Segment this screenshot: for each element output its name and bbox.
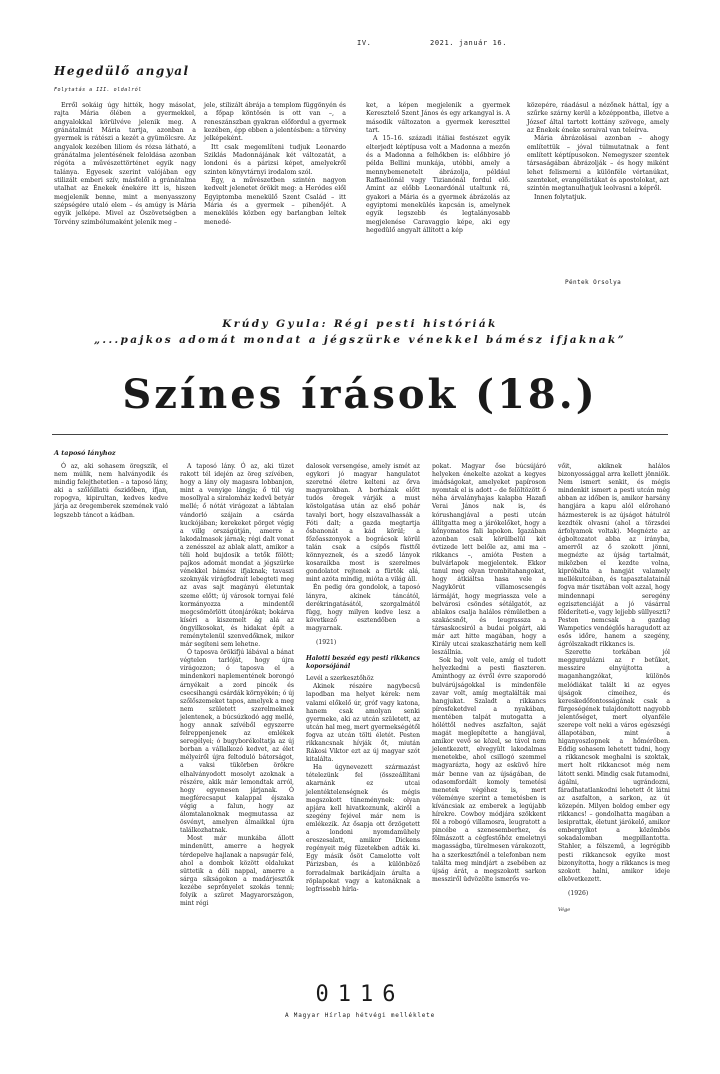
body-column-5	[558, 463, 670, 914]
paragraph: A taposó lány. Ó az, aki tüzet rakott tél idején az öreg szívében, hogy a lány oly magasra lobbanjon, mint a venyige lángja; ő túl vig mosollyal a siralomház kedvű betyár mellé; ő nótát virágozat a lábtalan vándorló szájain a csárda kuckójában; kerekeket pörget végig a villg országútján, amerre a lakodalmasok járnak; régi dalt vonat a zenésszel az ablak alatt, amikor a téli hold bujdosik a tetők fölött; pajkos adomát mondat a jégszürke vénekkel bámész ifjaknak; tavaszi szoknyák virágfodrait lebegteti meg az avas sajt magányú életuntak szeme előtt; új városok tornyai felé kormányozza a mindentől megcsömörlött útonjárókat; bokárva kíséri a kiszemelt ág alá az öngyilkosokat, és hidakat épít a reménytelenül szenvedőknek, mikor már segíteni sem lehetne.	[180, 463, 294, 649]
paragraph: Sok baj volt vele, amíg el tudott helyezkedni a pesti fiaszteren. Aminthogy az évről évre szaporodó bulvárújságokkal is mindenféle zavar volt, amíg megtalálták mai hangjukat. Szaladt a rikkancs pírosfeketdvel a nyakában, mentében talpát mutogatta a hóléttől nedves aszfalton, saját magát meglepítette a hangjával, amikor vevő se közel, se távol nem jelentkezett, elvegyült lakodalmas menetekbe, ahol csillogó szemmel magyarázta, hogy az esküvő híre már benne van az újságában, de odasomfordált komoly temetési menetek végéhez is, mert véleménye szerint a temetésben is kíváncsiak az emberek a legújabb hírekre. Cowboy módjára szökkent föl a robogó villamosra, leugratott a pincébe a szenesemberhez, és fölmászott a cégfestőhöz emeletnyi magasságba, türelmesen várakozott, ha a szerkesztőnél a telefonban nem találta meg mindjárt a zsebében az újság árát, a megszokott sarkon messziről üdvözölte ismerős ve-	[432, 657, 546, 883]
paragraph: Egy, a művészetben szintén nagyon kedvelt jelenetet örökít meg: a Heródes elől Egyiptomba menekülő Szent Család – itt Mária és a gyermek – pihenőjét. A menekülés közben egy barlangban leltek menedé-	[204, 177, 346, 226]
paragraph: pokat. Magyar őse búcsújáró helyeken énekelte azokat a kegyes imádságokat, amelyeket papíroson nyomtak el is adott – de felöltözött ő néha árvalányhajas kalapba Hazafi Verai János nak is, és kórushangjával a pesti utcán állítgatta meg a járókelőket, hogy a kőnyomatos fali lapokon. Igazában azonban csak körülbelül két évtizede lett belőle az, ami ma – rikkancs –, amióta Pesten a bulvárlapok megjelentek. Ekkor tanul meg olyan trombitahangokat, hogy átkiáltsa hasa vele a Nagykörút villamoscsengés lármáját, hogy megriassza vele a belvárosi csöndes sétálgatót, az ablakos csalja halálos rémületben a szakácsnőt, és leugrassza a társaskocsiról a budai polgárt, aki már azt hitte magában, hogy a Király utcai szakaszhatárig nem kell leszállnia.	[432, 463, 546, 657]
top-article-column-3	[366, 102, 510, 236]
paragraph: Most már munkába állott mindenütt, amerre a hegyek térdepelve hajlanak a napsugár felé, ahol a dombok között oldalukat süttetik a déli nappal, amerre a sárga síkságokon a madárjesztők kezébe seprőnyelet szokás tenni; folyik a szüret Magyarországon, mint régi	[180, 835, 294, 908]
paragraph: dalosok versengése, amely ismét az egykori jó magyar hangulatot szeretné életre kelteni az őrva magyarokban. A borházak előtt tudós öregek várják a must köstolgatása után az első pohár tavalyi bort, hogy elszavalhassák a Fóti dalt; a gazda megtartja ősbanonát a kád körül; a főzőasszonyok a bográcsok körül talán csak a csípős füsttől könnyeznek, és a szedő lányok kosaraikba most is szerelmes gondolatot rejtenek a fürtök alá, mint azóta mindig, mióta a világ áll.	[306, 463, 420, 584]
paragraph: közepére, ráadásul a nézőnek háttal, így a szűrke szárny kerül a középpontba, illetve a József által tartott kottány szövege, amely az Énekek éneke soraival van teleírva.	[527, 102, 669, 135]
section-heading: A taposó lányhoz	[54, 449, 116, 457]
body-column-3	[306, 463, 420, 894]
subsection-heading: Halotti beszéd egy pesti rikkancs koporsójánál	[306, 655, 420, 671]
continuation-note: Folytatás a III. oldalról	[54, 87, 142, 93]
feature-quote: „...pajkos adomát mondat a jégszürke vénekkel bámész ifjaknak”	[93, 334, 627, 346]
issue-number: IV.	[357, 39, 372, 47]
paragraph: A 15–16. századi itáliai festészet egyik elterjedt képtípusa volt a Madonna a mezőn és a Madonna a felhőkben is: előbbire jó példa Bellini munkája, utóbbi, amely a mennybemenetelt ábrázolja, például Raffaellónál vagy Tizianónál fordul elő. Amint az előbb Leonardónál utaltunk rá, gyakori a Mária és a gyermek ábrázolás az egyiptomi menekülés kapcsán is, amelynek egyik legszebb és legtalányosabb megjelenése Caravaggio képe, aki egy hegedülő angyalt állított a kép	[366, 135, 510, 235]
page-number: 0116	[315, 982, 405, 1007]
top-article-column-2	[204, 102, 346, 227]
paragraph: Ha úgynevezett származást tételezünk fel (összeállítani akarnánk ez utcai jelentéktelenségnek és mégis megszokott tüneménynek: olyan apjára kell hivatkoznunk, akiről a szegény fejével már nem is emlékezik. Az ősapja ott őrzögetett a londoni nyomdamühely ereszesalatt, amikor Dickens regényeit még füzetekben adták ki. Egy másik ősöt Camelotte volt Párizsban, és a különböző forradalmak barikádjain árulta a röplapokat vagy a katonáknak a legfrissebb hírla-	[306, 764, 420, 893]
paragraph: Itt csak megemlíteni tudjuk Leonardo Sziklás Madonnájának két változatát, a londoni és a párizsi képet, amelyekről szinten könyvtárnyi irodalom szól.	[204, 143, 346, 176]
year-note: (1921)	[316, 638, 337, 646]
paragraph: Akinek részére nagybecsű lapodban ma helyet kérek: nem valami előkelő úr, gróf vagy katona, hanem csak amolyan senki gyermeke, aki az utcán született, az utcán hal meg, mert gyermekségétől fogva az utcán tölti életét. Pesten rikkancsnak hívják őt, miután Rákosi Viktor ezt az új magyar szót kitalálta.	[306, 683, 420, 764]
body-column-4	[432, 463, 546, 884]
top-article-title: Hegedülő angyal	[54, 64, 190, 78]
footer-caption: A Magyar Hírlap hétvégi melléklete	[284, 1012, 436, 1019]
paragraph: Erről sokáig úgy hitték, hogy másolat, rajta Mária ölében a gyermekkel, angyalokkal körülvéve jelenik meg. A gránátalmát Mária tartja, azonban a gyermek is rátészi a kezét a gyümölcsre. Az angyalok kezében liliom és rózsa látható, a gránátalma jelentésének feloldása azonban régóta a művészettörténet egyik nagy talánya. Egyesek szerint valójában egy stilizált emberi szív, másfelől a gránátalma utalhat az Énekek énekére itt is, hiszen megjelenik benne, mint a menyasszony szépségére utaló elem – és amúgy is Mária egyik jelképe. Mivel az Ószövetségben a Tórvény szimbólumaként jelenik meg –	[54, 102, 196, 226]
paragraph: Ó az, aki sohasem öregszik, el nem múlik, nem halványodik és mindig felejthetetlen – a taposó lány, aki a szőlőillatú őszidőben, ifjan, ropogva, kipirultan, kedves kedve járja az öregemberek szemének való legszebb táncot a kádban.	[54, 463, 168, 519]
page-header	[357, 39, 520, 47]
end-mark: Vége	[558, 906, 571, 913]
subsection-subtitle: Levél a szerkesztőhöz	[306, 675, 374, 683]
paragraph: Szerette torkában jól meggurgulázni az r betűket, messzire elnyújtotta a maganhangzókat, különös melódiákat talált ki az egyes újságok címeihez, és kereskedőfontosságának csak a fürgeségének tulajdonított nagyobb jelentőséget, mert olyanféle szerepe volt neki a város egészségi állapotában, mint a higanyoszlopnek a hőmérőben. Eddig sohasem lehetett tudni, hogy a rikkancsok meghalni is szoktak, mert holt rikkancsot még nem látott senki. Mindig csak futamodni, ágálni, ugrándozni, fáradhatatlankodni lehetett őt látni az aszfalton, a sarkon, az út közepén. Milyen boldog ember egy rikkancs! – gondolhatta magában a lesiprattak, életunt járókelő, amikor embergyíkot a közömbös sokadalomban megpillantotta. Stahler, a félszemű, a legrégibb pesti rikkancsok egyike most bizonyította, hogy a rikkancs is meg szokott halni, amikor ideje elkövetkezett.	[558, 649, 670, 883]
top-article-column-4	[527, 102, 669, 202]
paragraph: Ó taposva örökifjú lábával a bánat végtelen tarlóját, hogy újra virágozzon; ó taposva el a mindenkori naplementének borongó árnyékait a zord pincék és csecsihangú csárdák környékén; ó új szőlőszemeket tapos, amelyek a meg nem született szerelmeknek jelentenek, a búcsúzkodó agg mellé, hogy annak szívéből egyszerre felreppenjenek az emlékek seregélyei; ó bugyborékoltatja az új borban a vállalkozó kedvet, az élet mélyeiről újra feltoduló bátorságot, a vaksi tükörben örökre elhalványodott mosolyt azoknak a részére, akik már lemondtak arról, hogy egyenesen járjanak. Ó megférecsaput kalappal éjszaka végig a falun, hogy az álomtalanoknak megmutassa az ösvényt, amelyen álmaikkal újra találkozhatnak.	[180, 649, 295, 835]
paragraph: ket, a képen megjelenik a gyermek Keresztelő Szent János és egy arkangyal is. A második változaton a gyermek kereszttel tart.	[366, 102, 510, 135]
issue-date: 2021. január 16.	[430, 39, 508, 47]
feature-title: Színes írások (18.)	[122, 371, 598, 418]
feature-author-line: Krúdy Gyula: Régi pesti históriák	[222, 318, 498, 330]
top-article-column-1	[54, 102, 196, 227]
paragraph: Innen folytatjuk.	[534, 193, 587, 201]
title-rule	[52, 434, 668, 435]
paragraph: jele, stilizált ábrája a templom függönyén és a főpap köntösén is ott van –, a reneszánszban gyakran előfordul a gyermek kezében, épp ebben a jelentésben: a törvény jelképeként.	[204, 102, 346, 143]
year-note: (1926)	[568, 889, 589, 897]
body-column-1	[54, 463, 168, 520]
body-column-2	[180, 463, 294, 908]
paragraph: Mária ábrázolásai azonban – ahogy említettük – jóval túlmutatnak a fent említett képtípusokon. Nemegyszer szentek társaságában ábrázolják – és hogy miként lehet felismerni a különféle vértanúkat, szenteket, evangélistákat és apostolokat, azt szintén megtanulhatjuk leolvasni a képről.	[527, 135, 669, 193]
paragraph: vőit, akiknek halálos bizonyossággal arra kellett jönniök. Nem ismert senkit, és mégis mindenkit ismert a pesti utcán még abban az időben is, amikor harsány hangjára a kapu alól előrohanó házmesterek is az újságot hátulról kezdték olvasni (ahol a törzsdei árfolyamok voltak). Megnézte az égboltozatot abba az irányba, amerről az ő szokott jönni, megnézte az újság tartalmát, miközben el kezdte volna, kipróbálta a hangját valamely mellékutcában, és tapasztalatainál fogva már tisztában volt azzal, hogy mindennapi seregény egzisztenciáját a jó vásárral földeríteti-e, vagy lejjebb süllyeszti? Pesten nemcsak a gazdag Wampetics vendéglős haragudott az esős időre, hanem a szegény, ágrólszakadt rikkancs is.	[558, 463, 670, 649]
author-signature: Péntek Orsolya	[565, 279, 622, 286]
paragraph: Én pedig óra gondolok, a taposó lányra, akinek táncától, derékringatásától, szorgalmától függ, hogy milyen kedve lesz a következő esztendőben a magyarnak.	[306, 584, 420, 632]
